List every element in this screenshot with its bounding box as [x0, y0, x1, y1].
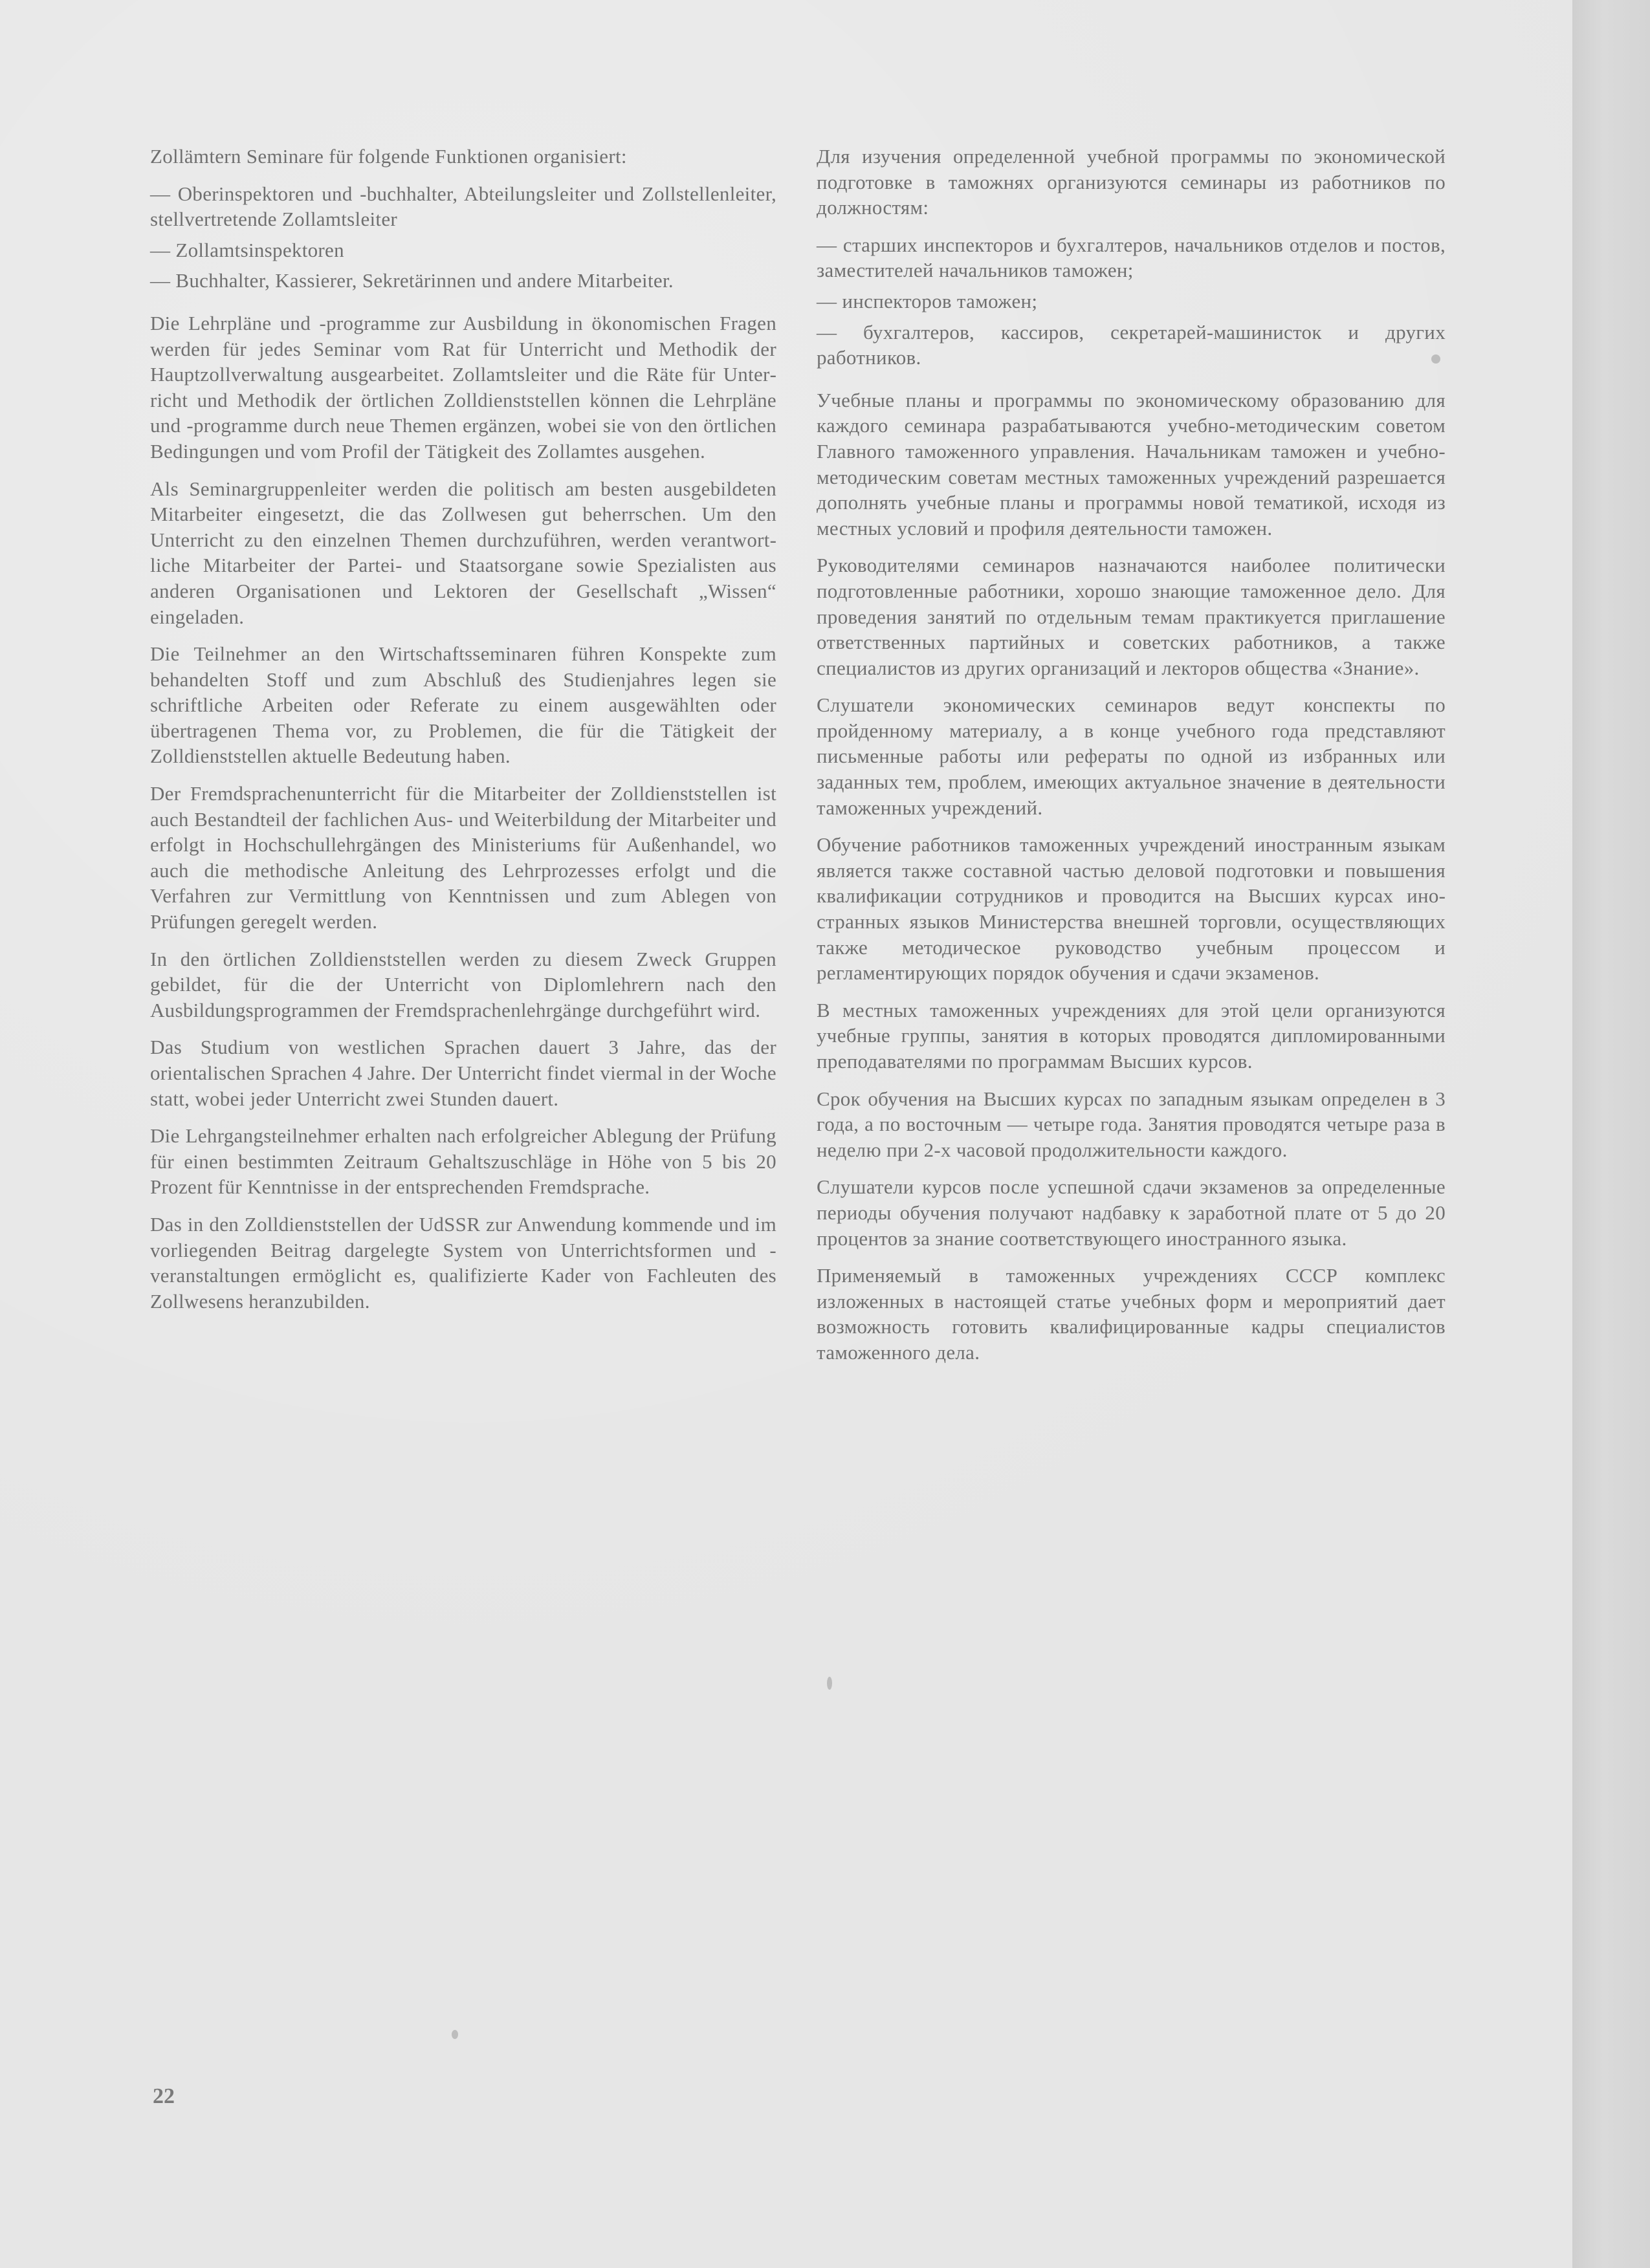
german-intro: Zollämtern Seminare für folgende Funktionen organisiert: — [150, 145, 627, 168]
german-list-item: — Buchhalter, Kassierer, Sekretärinnen und andere Mitarbeiter. — [150, 269, 674, 292]
russian-paragraph: Применяемый в таможенных учреждениях СССР комплекс изложенных в настоящей статье учебных форм и мероприятий дает возможность готовить квалифицированные кадры специалистов таможенного дела. — [817, 1264, 1446, 1364]
russian-paragraph: Слушатели курсов после успешной сдачи экзаменов за определенные периоды обучения получают надбавку к заработной плате от 5 до 20 процентов за знание соответствующего иностранного языка. — [817, 1175, 1446, 1250]
page-edge-shadow — [1572, 0, 1650, 2268]
page-number: 22 — [153, 2084, 175, 2108]
german-paragraph: In den örtlichen Zolldienststellen werden zu diesem Zweck Gruppen gebildet, für die der Unterricht von Diplomlehrern nach den Ausbildungsprogrammen der Fremdsprachenlehrgänge durchgeführt wird. — [150, 947, 776, 1021]
german-paragraph: Die Lehrgangsteilnehmer erhalten nach erfolgreicher Ablegung der Prüfung für einen bestimmten Zeitraum Gehaltszuschläge in Höhe von 5 bis 20 Prozent für Kenntnisse in der entsprechenden Fremdsprache. — [150, 1124, 776, 1199]
german-list-item: — Zollamtsinspektoren — [150, 238, 344, 261]
paper-speck — [452, 2030, 458, 2039]
russian-paragraph: Срок обучения на Высших курсах по западным языкам определен в 3 года, а по восточным — четыре года. Занятия проводятся четыре раза в неделю при 2-х часовой продолжительности каждого. — [817, 1087, 1446, 1161]
paper-speck — [1431, 354, 1440, 364]
german-paragraph: Der Fremdsprachenunterricht für die Mitarbeiter der Zolldienststellen ist auch Bestandteil der fachlichen Aus- und Weiterbildung der Mitarbeiter und erfolgt in Hochschullehrgängen des Ministeriums für Außenhandel, wo auch die methodische Anleitung des Lehrprozesses erfolgt und die Verfahren zur Vermittlung von Kenntnissen und zum Ablegen von Prüfungen geregelt werden. — [150, 782, 776, 933]
russian-list-item: — инспекторов таможен; — [817, 289, 1038, 312]
russian-list-item: — бухгалтеров, кассиров, секретарей-машинисток и других работников. — [817, 320, 1446, 369]
russian-paragraph: Слушатели экономических семинаров ведут конспекты по пройденному материалу, а в конце учебного года представляют письменные работы или рефераты по одной из избранных или заданных тем, проблем, имеющих актуальное значение в деятельности таможенных учреждений. — [817, 693, 1446, 819]
russian-column — [817, 144, 1446, 1377]
russian-paragraph: В местных таможенных учреждениях для этой цели организуются учебные группы, занятия в которых проводятся дипломированными преподавателями по программам Высших курсов. — [817, 998, 1446, 1073]
german-column — [150, 144, 776, 1325]
german-paragraph: Das Studium von westlichen Sprachen dauert 3 Jahre, das der orientalischen Sprachen 4 Jahre. Der Unterricht findet viermal in der Woche statt, wobei jeder Unterricht zwei Stunden dauert. — [150, 1036, 776, 1110]
german-paragraph: Das in den Zolldienststellen der UdSSR zur Anwendung kommende und im vorliegenden Beitrag dargelegte System von Unterrichtsformen und -veranstaltungen ermöglicht es, qualifizierte Kader von Fachleuten des Zollwesens heranzubilden. — [150, 1212, 776, 1313]
german-paragraph: Die Lehrpläne und -programme zur Ausbildung in ökonomischen Fragen werden für jedes Seminar vom Rat für Unterricht und Methodik der Hauptzollverwaltung ausgearbeitet. Zollamtsleiter und die Räte für Unterricht und Methodik der örtlichen Zolldienststellen können die Lehrpläne und -programme durch neue Themen ergänzen, wobei sie von den örtlichen Bedingungen und vom Profil der Tätigkeit des Zollamtes ausgehen. — [150, 311, 776, 463]
russian-intro: Для изучения определенной учебной программы по экономической подготовке в таможнях организуются семинары из работников по должностям: — [817, 145, 1446, 219]
russian-paragraph: Руководителями семинаров назначаются наиболее политически подготовленные работники, хорошо знающие таможенное дело. Для проведения занятий по отдельным темам практикуется приглашение ответственных партийных и советских работников, а также специалистов из других организаций и лекторов общества «Знание». — [817, 554, 1446, 679]
russian-paragraph: Учебные планы и программы по экономическому образованию для каждого семинара разрабатываются учебно-методическим советом Главного таможенного управления. Начальникам таможен и учебно-методическим советам местных таможенных учреждений разрешается дополнять учебные планы и программы новой тематикой, исходя из местных условий и профиля деятельности таможен. — [817, 388, 1446, 540]
german-paragraph: Als Seminargruppenleiter werden die politisch am besten ausgebildeten Mitarbeiter eingesetzt, die das Zollwesen gut beherrschen. Um den Unterricht zu den einzelnen Themen durchzuführen, werden verantwortliche Mitarbeiter der Partei- und Staatsorgane sowie Spezialisten aus anderen Organisationen und Lektoren der Gesellschaft „Wissen“ eingeladen. — [150, 477, 776, 628]
russian-paragraph: Обучение работников таможенных учреждений иностранным языкам является также составной частью деловой подготовки и повышения квалификации сотрудников и проводится на Высших курсах иностранных языков Министерства внешней торговли, осуществляющих также методическое руководство учебным процессом и регламентирующих порядок обучения и сдачи экзаменов. — [817, 833, 1446, 985]
russian-list-item: — старших инспекторов и бухгалтеров, начальников отделов и постов, заместителей начальников таможен; — [817, 233, 1446, 282]
german-paragraph: Die Teilnehmer an den Wirtschaftsseminaren führen Konspekte zum behandelten Stoff und zum Abschluß des Studienjahres legen sie schriftliche Arbeiten oder Referate zu einem ausgewählten oder übertragenen Thema vor, zu Problemen, die für die Tätigkeit der Zolldienststellen aktuelle Bedeutung haben. — [150, 642, 776, 768]
german-list-item: — Oberinspektoren und -buchhalter, Abteilungsleiter und Zollstellenleiter, stellvertretende Zollamtsleiter — [150, 182, 776, 231]
paper-speck — [827, 1677, 832, 1690]
